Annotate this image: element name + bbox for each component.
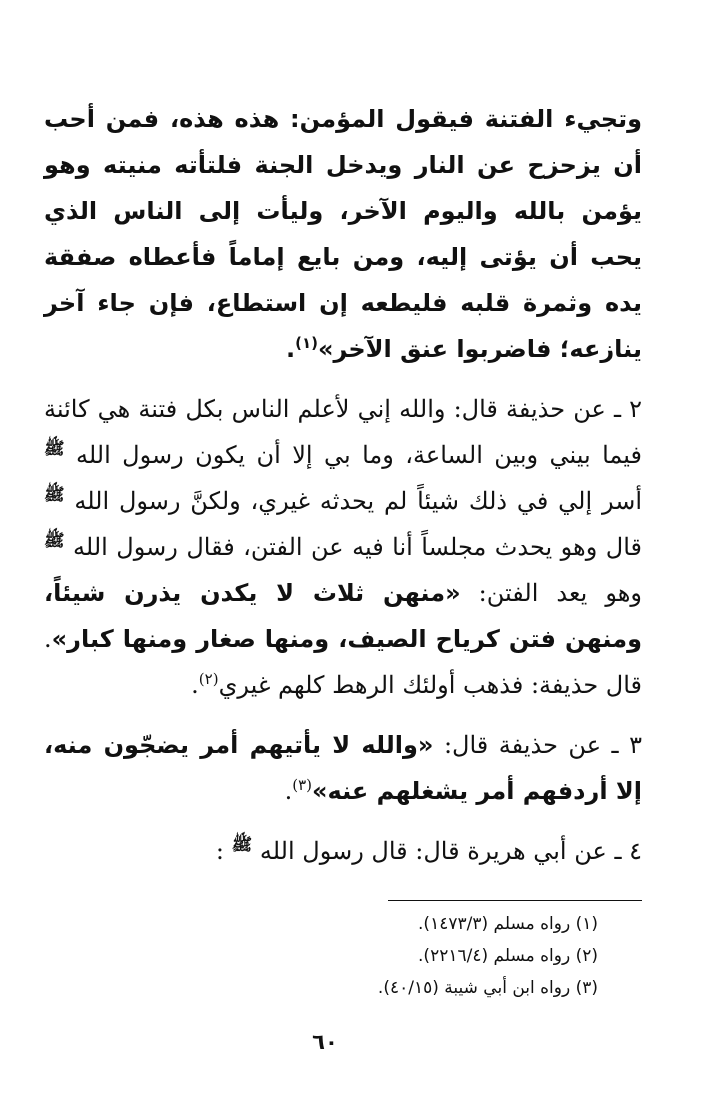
paragraph-4 bbox=[44, 828, 642, 874]
paragraph-2-mid-3: وهو يعد الفتن: bbox=[478, 579, 642, 607]
paragraph-2-quote: «منهن ثلاث لا يكدن يذرن شيئاً، ومنهن فتن كرياح الصيف، ومنها صغار ومنها كبار» bbox=[44, 579, 642, 653]
paragraph-3 bbox=[44, 722, 642, 814]
footnote-ref-2: (٢) bbox=[198, 670, 219, 688]
paragraph-2-tail: . قال حذيفة: فذهب أولئك الرهط كلهم غيري bbox=[44, 625, 642, 699]
paragraph-3-lead: ٣ ـ عن حذيفة قال: bbox=[443, 731, 642, 759]
paragraph-2-mid-2: قال وهو يحدث مجلساً أنا فيه عن الفتن، فقال رسول الله bbox=[73, 533, 642, 561]
honorific-mark: ﷺ bbox=[44, 485, 65, 505]
footnote-ref-3: (٣) bbox=[292, 776, 313, 794]
paragraph-3-quote: «والله لا يأتيهم أمر يضجّون منه، إلا أردفهم أمر يشغلهم عنه» bbox=[44, 731, 642, 805]
footnote-divider bbox=[388, 900, 642, 901]
footnote-1: (١) رواه مسلم (١٤٧٣/٣). bbox=[418, 914, 598, 934]
footnote-ref-1: (١) bbox=[295, 334, 318, 352]
paragraph-3-end: . bbox=[284, 777, 293, 805]
footnotes bbox=[198, 908, 598, 1004]
paragraph-2-mid-1: أسر إلي في ذلك شيئاً لم يحدثه غيري، ولكنَّ رسول الله bbox=[74, 487, 642, 515]
paragraph-1 bbox=[44, 96, 642, 372]
paragraph-4-end: : bbox=[215, 837, 225, 865]
paragraph-gap bbox=[44, 372, 642, 386]
page-number: ٦٠ bbox=[312, 1030, 338, 1054]
honorific-mark: ﷺ bbox=[44, 439, 65, 459]
footnote-3: (٣) رواه ابن أبي شيبة (٤٠/١٥). bbox=[377, 978, 598, 998]
paragraph-1-text: وتجيء الفتنة فيقول المؤمن: هذه هذه، فمن أحب أن يزحزح عن النار ويدخل الجنة فلتأته منيته وهو يؤمن بالله واليوم الآخر، وليأت إلى الناس الذي يحب أن يؤتى إليه، ومن بايع إماماً فأعطاه صفقة يده وثمرة قلبه فليطعه إن استطاع، فإن جاء آخر ينازعه؛ فاضربوا عنق الآخر» bbox=[44, 105, 642, 363]
page-body bbox=[44, 96, 642, 874]
honorific-mark: ﷺ bbox=[231, 835, 253, 855]
footnote-2: (٢) رواه مسلم (٢٢١٦/٤). bbox=[418, 946, 598, 966]
paragraph-4-lead: ٤ ـ عن أبي هريرة قال: قال رسول الله bbox=[259, 837, 642, 865]
paragraph-2-end: . bbox=[191, 671, 199, 699]
paragraph-2 bbox=[44, 386, 642, 708]
paragraph-gap bbox=[44, 814, 642, 828]
honorific-mark: ﷺ bbox=[44, 531, 65, 551]
paragraph-1-end: . bbox=[285, 335, 296, 363]
paragraph-2-lead: ٢ ـ عن حذيفة قال: والله إني لأعلم الناس بكل فتنة هي كائنة فيما بيني وبين الساعة، وما بي إلا أن يكون رسول الله bbox=[44, 395, 642, 469]
paragraph-gap bbox=[44, 708, 642, 722]
